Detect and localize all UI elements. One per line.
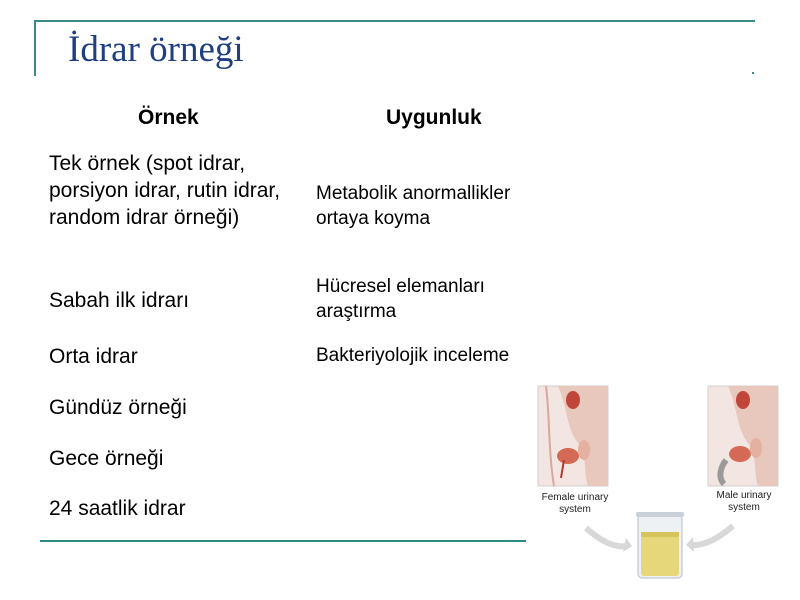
frame-top-line <box>34 20 755 22</box>
male-caption: Male urinary system <box>716 490 772 513</box>
row-6-sample: 24 saatlik idrar <box>49 497 186 520</box>
row-3-use: Bakteriyolojik inceleme <box>316 345 510 366</box>
frame-dot <box>752 72 754 74</box>
row-1-use: Metabolik anormallikler ortaya koyma <box>316 183 511 229</box>
bottom-rule <box>40 540 526 542</box>
female-caption: Female urinary system <box>541 492 609 515</box>
male-anatomy-image <box>708 386 778 486</box>
row-5-sample: Gece örneği <box>49 447 164 470</box>
frame-left-line <box>34 20 36 76</box>
row-1-sample: Tek örnek (spot idrar, porsiyon idrar, rutin idrar, random idrar örneği) <box>49 152 281 229</box>
table-header-use: Uygunluk <box>386 106 482 129</box>
slide-title: İdrar örneği <box>68 29 244 70</box>
right-arrow <box>690 526 733 545</box>
row-2-use: Hücresel elemanları araştırma <box>316 276 485 322</box>
left-arrow <box>586 528 628 546</box>
row-2-sample: Sabah ilk idrarı <box>49 289 190 312</box>
urinary-system-illustration <box>528 378 798 596</box>
row-4-sample: Gündüz örneği <box>49 396 187 419</box>
table-header-sample: Örnek <box>138 106 199 129</box>
female-anatomy-image <box>538 386 608 486</box>
row-3-sample: Orta idrar <box>49 345 138 368</box>
urine-beaker-image <box>636 512 684 578</box>
